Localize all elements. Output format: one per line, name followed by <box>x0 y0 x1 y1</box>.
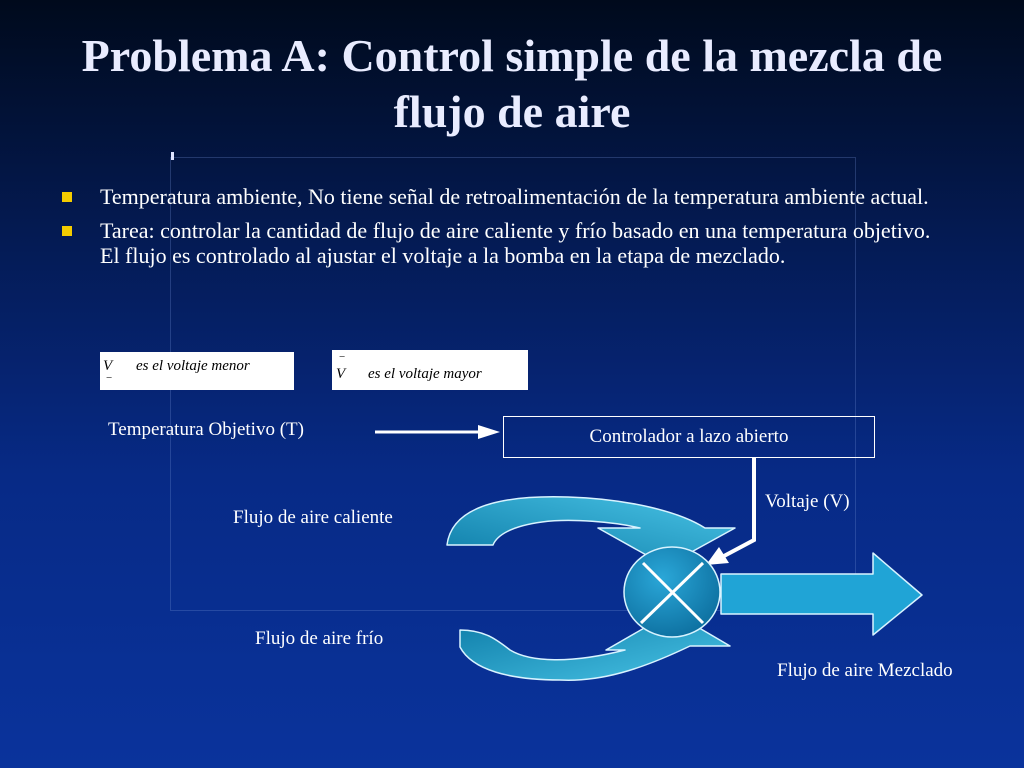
equation-symbol: V <box>336 366 346 382</box>
equation-overbar: − <box>339 351 346 363</box>
target-temperature-label: Temperatura Objetivo (T) <box>108 419 304 440</box>
mixer-junction-icon <box>624 547 720 637</box>
mixed-air-output-arrow-icon <box>721 553 922 635</box>
bullet-text: Temperatura ambiente, No tiene señal de retroalimentación de la temperatura ambiente actual. <box>100 184 929 209</box>
target-to-controller-arrow <box>375 425 500 439</box>
slide-title: Problema A: Control simple de la mezcla de flujo de aire <box>81 30 943 137</box>
equation-text: es el voltaje menor <box>136 358 250 374</box>
mixed-air-label: Flujo de aire Mezclado <box>777 660 953 681</box>
equation-symbol: V <box>103 358 113 374</box>
open-loop-controller-box: Controlador a lazo abierto <box>503 416 875 458</box>
equation-text: es el voltaje mayor <box>368 366 482 382</box>
bullet-text: Tarea: controlar la cantidad de flujo de aire caliente y frío basado en una temperatura objetivo. El flujo es controlado al ajustar el voltaje a la bomba en la etapa de mezclado. <box>100 218 931 268</box>
hot-air-label: Flujo de aire caliente <box>233 507 393 528</box>
equation-underbar: − <box>106 372 113 384</box>
controller-to-mixer-voltage-arrow <box>706 458 754 565</box>
voltage-label: Voltaje (V) <box>765 491 850 512</box>
cold-air-label: Flujo de aire frío <box>255 628 384 649</box>
